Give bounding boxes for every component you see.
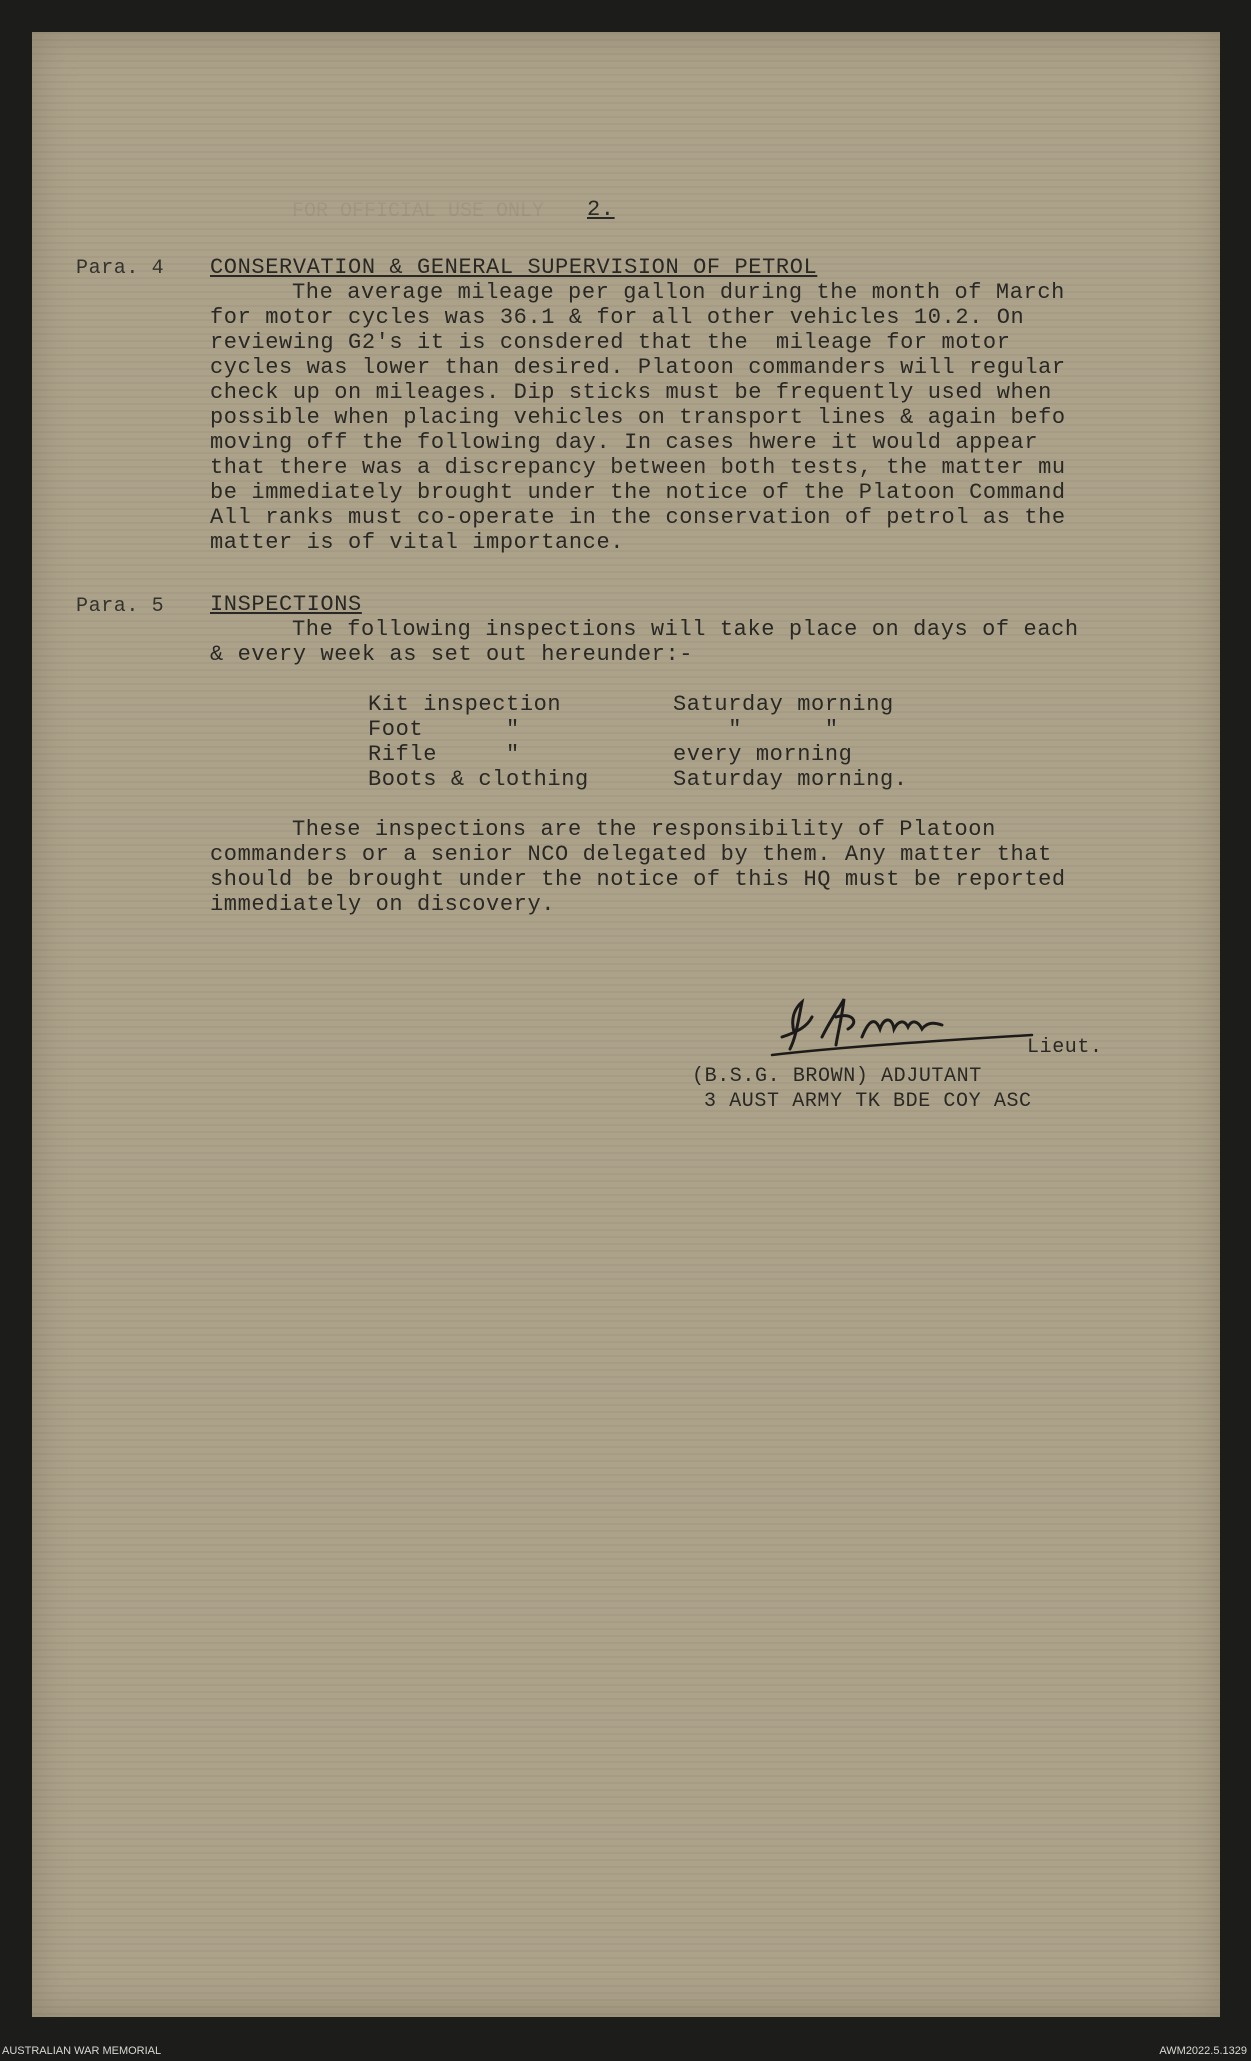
archive-reference: AWM2022.5.1329 (1159, 2045, 1247, 2057)
schedule-item: Boots & clothing (368, 767, 589, 792)
show-through-text: FOR OFFICIAL USE ONLY (292, 200, 545, 223)
para-5-closing-line: should be brought under the notice of this HQ must be reported (210, 867, 1066, 892)
para-5-closing-line: These inspections are the responsibility of Platoon (292, 817, 996, 842)
schedule-when: every morning (673, 742, 853, 767)
signatory-name: (B.S.G. BROWN) ADJUTANT (692, 1065, 982, 1088)
para-4-line: matter is of vital importance. (210, 530, 625, 555)
para-5-closing-line: commanders or a senior NCO delegated by them. Any matter that (210, 842, 1052, 867)
para-4-line: cycles was lower than desired. Platoon commanders will regular (210, 355, 1066, 380)
schedule-when: Saturday morning. (673, 767, 908, 792)
para-4-line: for motor cycles was 36.1 & for all other vehicles 10.2. On (210, 305, 1025, 330)
para-4-heading: CONSERVATION & GENERAL SUPERVISION OF PETROL (210, 255, 818, 280)
schedule-item: Foot " (368, 717, 520, 742)
para-4-line: The average mileage per gallon during the month of March (292, 280, 1065, 305)
para-5-line: & every week as set out hereunder:- (210, 642, 694, 667)
para-4-line: reviewing G2's it is consdered that the mileage for motor (210, 330, 1011, 355)
signatory-unit: 3 AUST ARMY TK BDE COY ASC (704, 1090, 1032, 1113)
schedule-item: Kit inspection (368, 692, 562, 717)
para-5-heading: INSPECTIONS (210, 592, 362, 617)
schedule-when: " " (673, 717, 839, 742)
para-4-line: possible when placing vehicles on transport lines & again befo (210, 405, 1066, 430)
para-4-line: All ranks must co-operate in the conservation of petrol as the (210, 505, 1066, 530)
para-4-label: Para. 4 (76, 257, 165, 280)
para-4-line: moving off the following day. In cases hwere it would appear (210, 430, 1039, 455)
para-5-line: The following inspections will take place on days of each (292, 617, 1079, 642)
para-5-label: Para. 5 (76, 595, 165, 618)
page-number: 2. (587, 197, 615, 222)
para-4-line: check up on mileages. Dip sticks must be frequently used when (210, 380, 1052, 405)
archive-credit: AUSTRALIAN WAR MEMORIAL (2, 2045, 162, 2057)
signatory-rank: Lieut. (1027, 1036, 1103, 1059)
handwritten-signature (752, 977, 1052, 1072)
para-5-closing-line: immediately on discovery. (210, 892, 556, 917)
para-4-line: that there was a discrepancy between both tests, the matter mu (210, 455, 1066, 480)
para-4-line: be immediately brought under the notice of the Platoon Command (210, 480, 1066, 505)
schedule-item: Rifle " (368, 742, 520, 767)
schedule-when: Saturday morning (673, 692, 894, 717)
document-page (32, 32, 1220, 2017)
